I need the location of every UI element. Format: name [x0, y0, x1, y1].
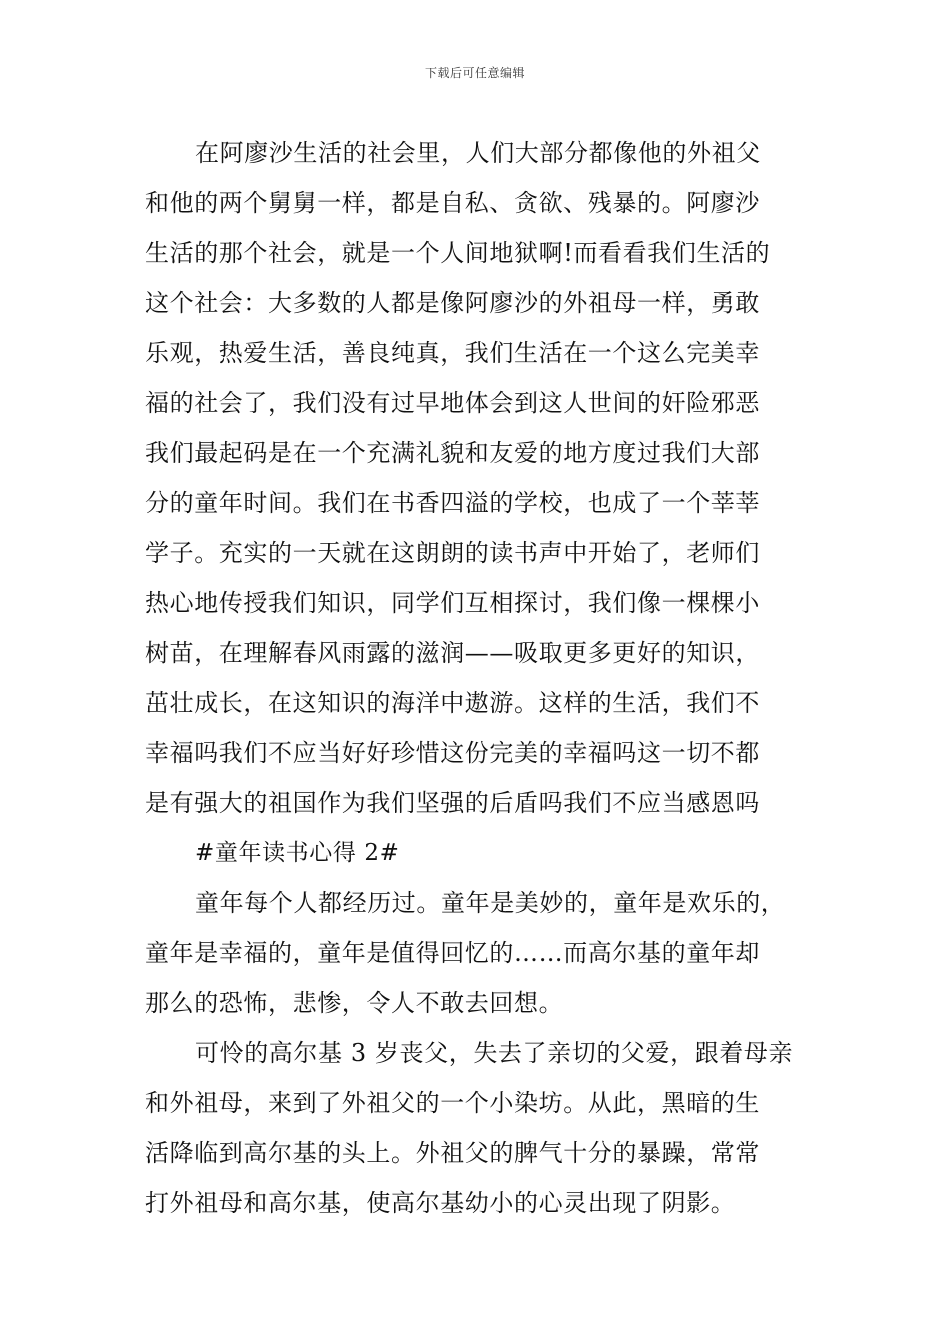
paragraph-line: 树苗，在理解春风雨露的滋润——吸取更多更好的知识， [145, 639, 760, 667]
paragraph-line: 可怜的高尔基 3 岁丧父，失去了亲切的父爱，跟着母亲 [195, 1039, 794, 1067]
paragraph-line: 学子。充实的一天就在这朗朗的读书声中开始了，老师们 [145, 539, 760, 567]
paragraph-line: 活降临到高尔基的头上。外祖父的脾气十分的暴躁，常常 [145, 1139, 760, 1167]
document-body [145, 128, 825, 1228]
paragraph-line: 生活的那个社会，就是一个人间地狱啊!而看看我们生活的 [145, 239, 771, 267]
paragraph-line: 幸福吗我们不应当好好珍惜这份完美的幸福吗这一切不都 [145, 739, 760, 767]
paragraph-line: 在阿廖沙生活的社会里，人们大部分都像他的外祖父 [195, 139, 761, 167]
paragraph-line: 茁壮成长，在这知识的海洋中遨游。这样的生活，我们不 [145, 689, 760, 717]
paragraph-line: 童年是幸福的，童年是值得回忆的……而高尔基的童年却 [145, 939, 760, 967]
paragraph-line: 和外祖母，来到了外祖父的一个小染坊。从此，黑暗的生 [145, 1089, 760, 1117]
paragraph-line: 那么的恐怖，悲惨，令人不敢去回想。 [145, 989, 564, 1017]
paragraph-line: 童年每个人都经历过。童年是美妙的，童年是欢乐的， [195, 889, 786, 917]
paragraph-line: 我们最起码是在一个充满礼貌和友爱的地方度过我们大部 [145, 439, 760, 467]
paragraph-line: 热心地传授我们知识，同学们互相探讨，我们像一棵棵小 [145, 589, 760, 617]
paragraph-line: 福的社会了，我们没有过早地体会到这人世间的奸险邪恶 [145, 389, 760, 417]
paragraph-line: 这个社会：大多数的人都是像阿廖沙的外祖母一样，勇敢 [145, 289, 760, 317]
page-header-note: 下载后可任意编辑 [424, 66, 525, 80]
paragraph-line: 和他的两个舅舅一样，都是自私、贪欲、残暴的。阿廖沙 [145, 189, 760, 217]
section-heading: #童年读书心得 2# [195, 840, 400, 866]
paragraph-line: 乐观，热爱生活，善良纯真，我们生活在一个这么完美幸 [145, 339, 760, 367]
paragraph-line: 分的童年时间。我们在书香四溢的学校，也成了一个莘莘 [145, 489, 760, 517]
paragraph-line: 打外祖母和高尔基，使高尔基幼小的心灵出现了阴影。 [145, 1189, 736, 1217]
paragraph-line: 是有强大的祖国作为我们坚强的后盾吗我们不应当感恩吗 [145, 789, 760, 817]
